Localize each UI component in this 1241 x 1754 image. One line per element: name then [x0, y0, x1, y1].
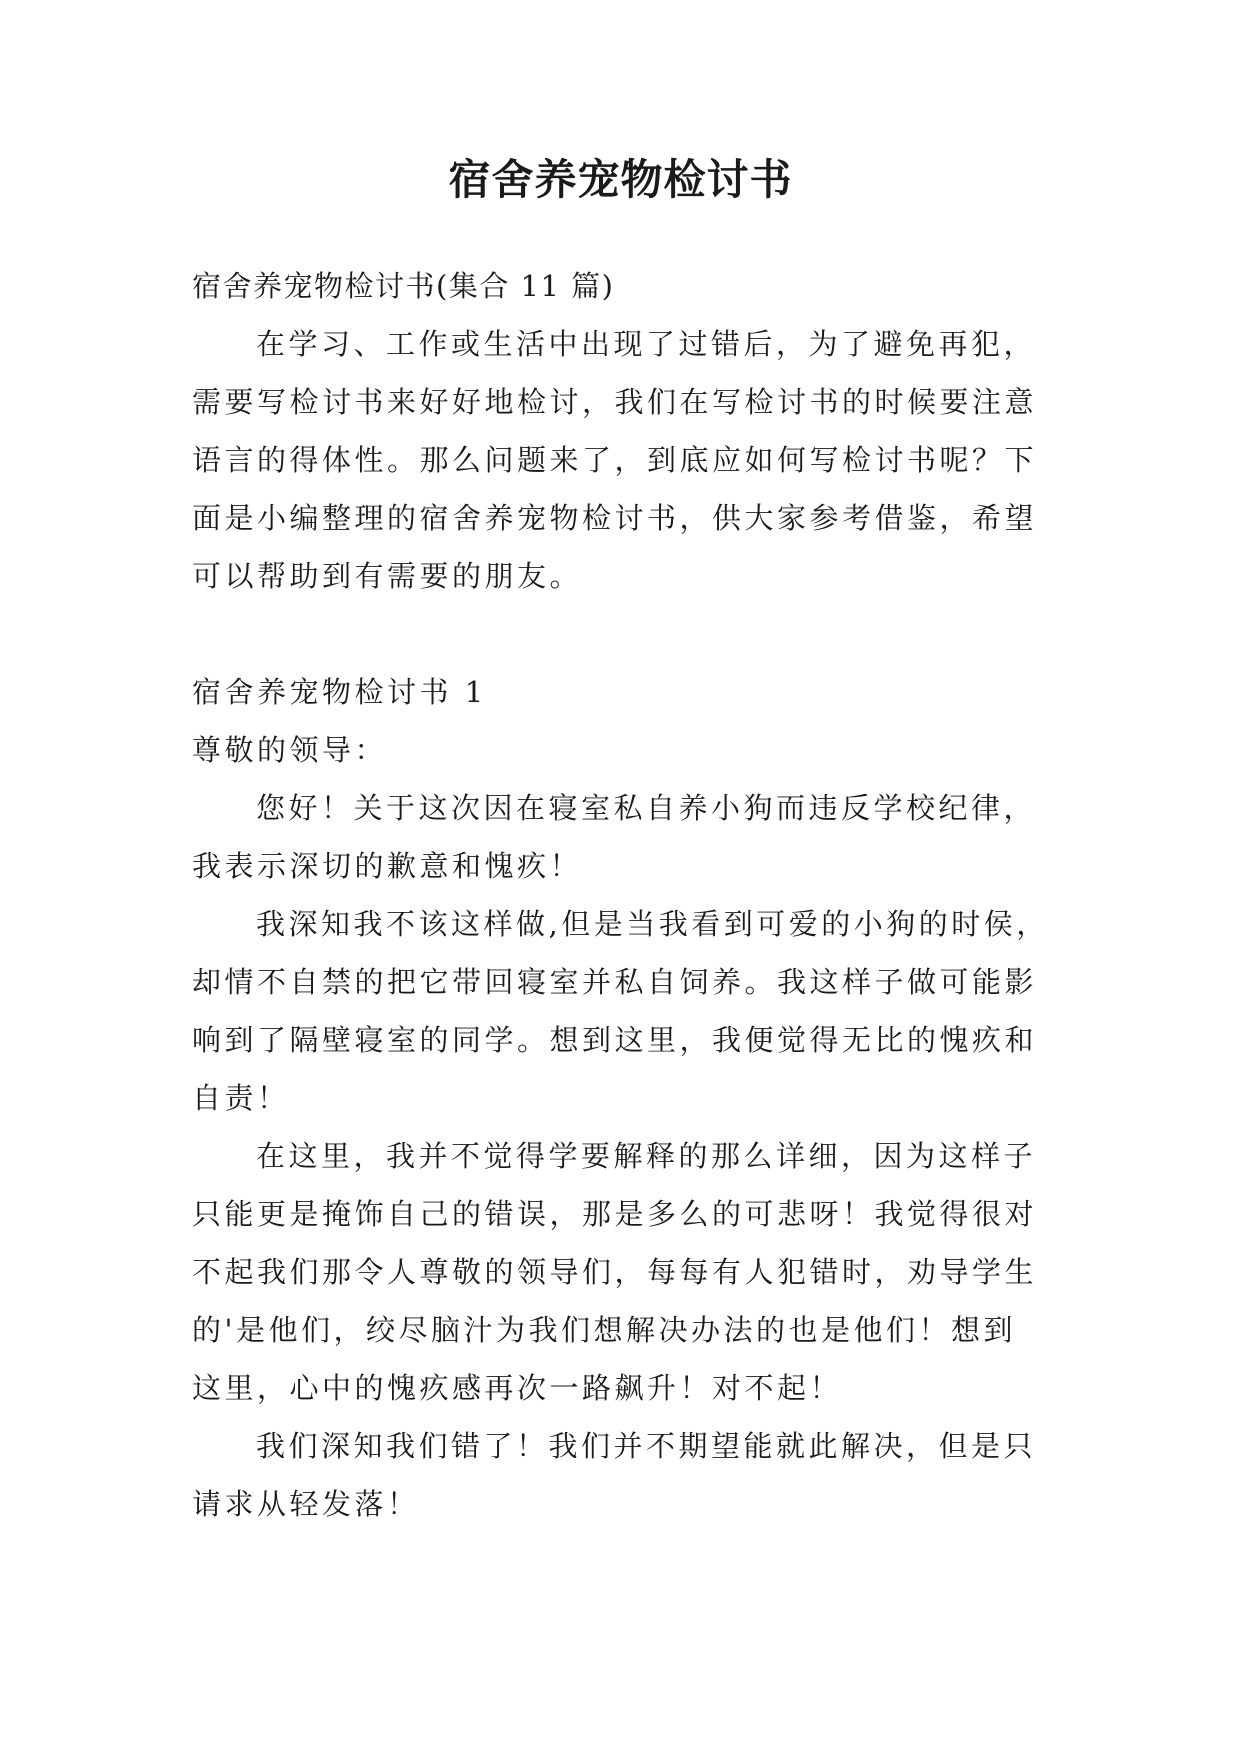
intro-line: 在学习、工作或生活中出现了过错后，为了避免再犯， [256, 327, 1037, 361]
document-body [192, 257, 1062, 1533]
letter-paragraph [192, 895, 1062, 1127]
letter-paragraph [192, 779, 1062, 895]
intro-paragraph [192, 315, 1062, 605]
paragraph-line: 这里，心中的愧疚感再次一路飙升！对不起！ [192, 1371, 843, 1405]
section-heading: 宿舍养宠物检讨书 1 [192, 675, 487, 709]
letter-paragraph [192, 1417, 1062, 1533]
intro-line: 需要写检讨书来好好地检讨，我们在写检讨书的时候要注意 [192, 385, 1038, 419]
paragraph-line: 我们深知我们错了！我们并不期望能就此解决，但是只 [256, 1429, 1037, 1463]
intro-line: 语言的得体性。那么问题来了，到底应如何写检讨书呢？下 [192, 443, 1038, 477]
paragraph-line: 只能更是掩饰自己的错误，那是多么的可悲呀！我觉得很对 [192, 1197, 1038, 1231]
paragraph-line: 我表示深切的歉意和愧疚！ [192, 849, 583, 883]
intro-line: 可以帮助到有需要的朋友。 [192, 559, 583, 593]
paragraph-line: 却情不自禁的把它带回寝室并私自饲养。我这样子做可能影 [192, 965, 1038, 999]
collection-subtitle: 宿舍养宠物检讨书(集合 11 篇) [192, 269, 615, 303]
document-title: 宿舍养宠物检讨书 [448, 155, 793, 204]
salutation: 尊敬的领导： [192, 733, 388, 767]
paragraph-line: 您好！关于这次因在寝室私自养小狗而违反学校纪律， [256, 791, 1037, 825]
paragraph-line: 我深知我不该这样做,但是当我看到可爱的小狗的时侯， [256, 907, 1049, 941]
paragraph-line: 的'是他们，绞尽脑汁为我们想解决办法的也是他们！想到 [192, 1313, 1016, 1347]
section-spacer [192, 605, 1062, 663]
paragraph-line: 不起我们那令人尊敬的领导们，每每有人犯错时，劝导学生 [192, 1255, 1038, 1289]
paragraph-line: 自责！ [192, 1081, 290, 1115]
paragraph-line: 响到了隔壁寝室的同学。想到这里，我便觉得无比的愧疚和 [192, 1023, 1038, 1057]
paragraph-line: 请求从轻发落！ [192, 1487, 420, 1521]
paragraph-line: 在这里，我并不觉得学要解释的那么详细，因为这样子 [256, 1139, 1037, 1173]
letter-paragraph [192, 1127, 1062, 1417]
intro-line: 面是小编整理的宿舍养宠物检讨书，供大家参考借鉴，希望 [192, 501, 1038, 535]
